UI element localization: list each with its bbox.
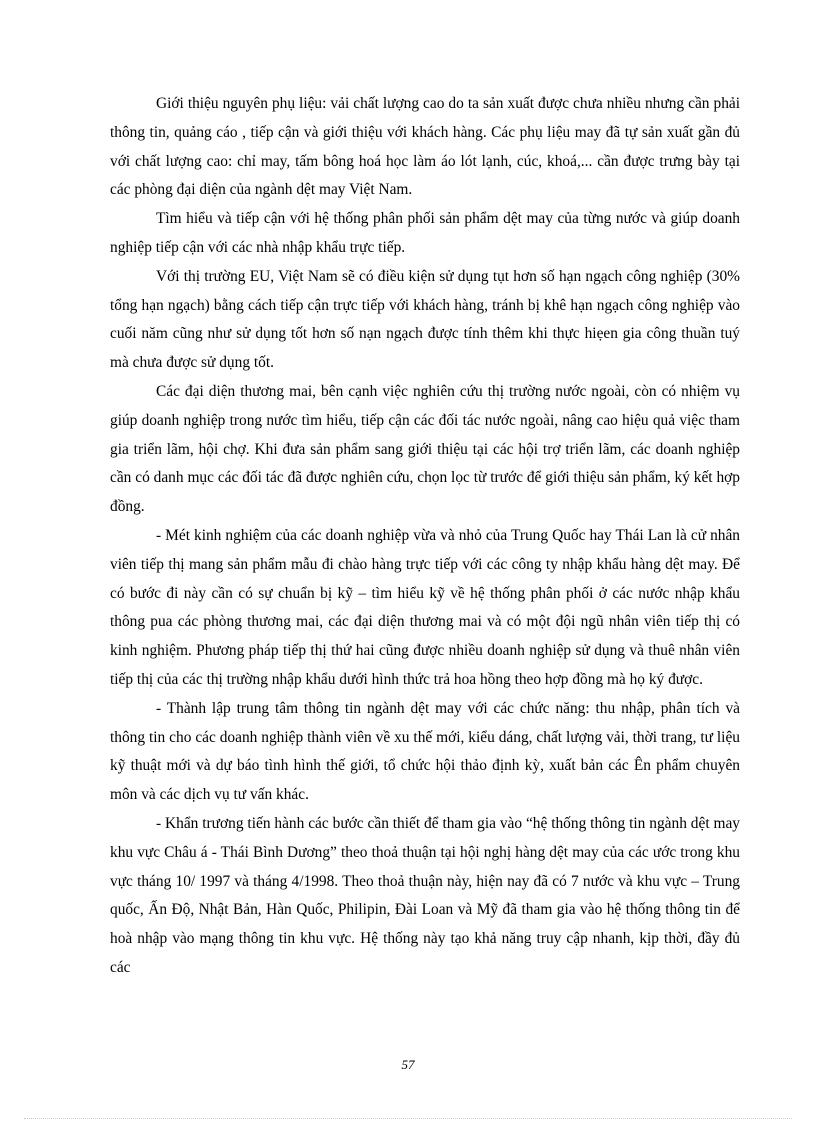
- paragraph-6: - Thành lập trung tâm thông tin ngành dệt may với các chức năng: thu nhập, phân tích và thông tin cho các doanh nghiệp thành viên về xu thế mới, kiểu dáng, chất lượng vải, thời trang, tư liệu kỹ thuật mới và dự báo tình hình thế giới, tổ chức hội thảo định kỳ, xuất bản các Ên phẩm chuyên môn và các dịch vụ tư vấn khác.: [110, 699, 740, 804]
- paragraph-7: - Khẩn trương tiến hành các bước cần thiết để tham gia vào “hệ thống thông tin ngành dệt may khu vực Châu á - Thái Bình Dương” theo thoả thuận tại hội nghị hàng dệt may của các ước trong khu vực tháng 10/ 1997 và tháng 4/1998. Theo thoả thuận này, hiện nay đã có 7 nước và khu vực – Trung quốc, Ấn Độ, Nhật Bản, Hàn Quốc, Philipin, Đài Loan và Mỹ đã tham gia vào hệ thống thông tin để hoà nhập vào mạng thông tin khu vực. Hệ thống này tạo khả năng truy cập nhanh, kịp thời, đầy đủ các: [110, 814, 740, 976]
- paragraph-1: Giới thiệu nguyên phụ liệu: vải chất lượng cao do ta sản xuất được chưa nhiều nhưng cần phải thông tin, quảng cáo , tiếp cận và giới thiệu với khách hàng. Các phụ liệu may đã tự sản xuất gần đủ với chất lượng cao: chỉ may, tấm bông hoá học làm áo lót lạnh, cúc, khoá,... cần được trưng bày tại các phòng đại diện của ngành dệt may Việt Nam.: [110, 95, 740, 199]
- paragraph-4: Các đại diện thương mai, bên cạnh việc nghiên cứu thị trường nước ngoài, còn có nhiệm vụ giúp doanh nghiệp trong nước tìm hiểu, tiếp cận các đối tác nước ngoài, nâng cao hiệu quả việc tham gia triển lãm, hội chợ. Khi đưa sản phẩm sang giới thiệu tại các hội trợ triển lãm, các doanh nghiệp cần có danh mục các đối tác đã được nghiên cứu, chọn lọc từ trước để giới thiệu sản phẩm, ký kết hợp đồng.: [110, 382, 740, 516]
- page-number: 57: [401, 1057, 415, 1072]
- paragraph-3: Với thị trường EU, Việt Nam sẽ có điều kiện sử dụng tụt hơn số hạn ngạch công nghiệp (30% tổng hạn ngạch) bằng cách tiếp cận trực tiếp với khách hàng, tránh bị khê hạn ngạch công nghiệp vào cuối năm cũng như sử dụng tốt hơn số nạn ngạch được tính thêm khi thực hiẹen gia công thuần tuý mà chưa được sử dụng tốt.: [110, 267, 740, 372]
- body-text: [110, 90, 740, 983]
- paragraph-2: Tìm hiểu và tiếp cận với hệ thống phân phối sản phẩm dệt may của từng nước và giúp doanh nghiệp tiếp cận với các nhà nhập khẩu trực tiếp.: [110, 210, 740, 256]
- page-bottom-divider: [24, 1118, 792, 1119]
- paragraph-5: - Mét kinh nghiệm của các doanh nghiệp vừa và nhỏ của Trung Quốc hay Thái Lan là cử nhân viên tiếp thị mang sản phẩm mẫu đi chào hàng trực tiếp với các công ty nhập khẩu hàng dệt may. Để có bước đi này cần có sự chuẩn bị kỹ – tìm hiểu kỹ về hệ thống phân phối ở các nước nhập khẩu thông pua các phòng thương mai, các đại diện thương mai và có một đội ngũ nhân viên tiếp thị có kinh nghiệm. Phương pháp tiếp thị thứ hai cũng được nhiều doanh nghiệp sử dụng và thuê nhân viên tiếp thị của các thị trường nhập khẩu dưới hình thức trả hoa hồng theo hợp đồng mà họ ký được.: [110, 526, 740, 688]
